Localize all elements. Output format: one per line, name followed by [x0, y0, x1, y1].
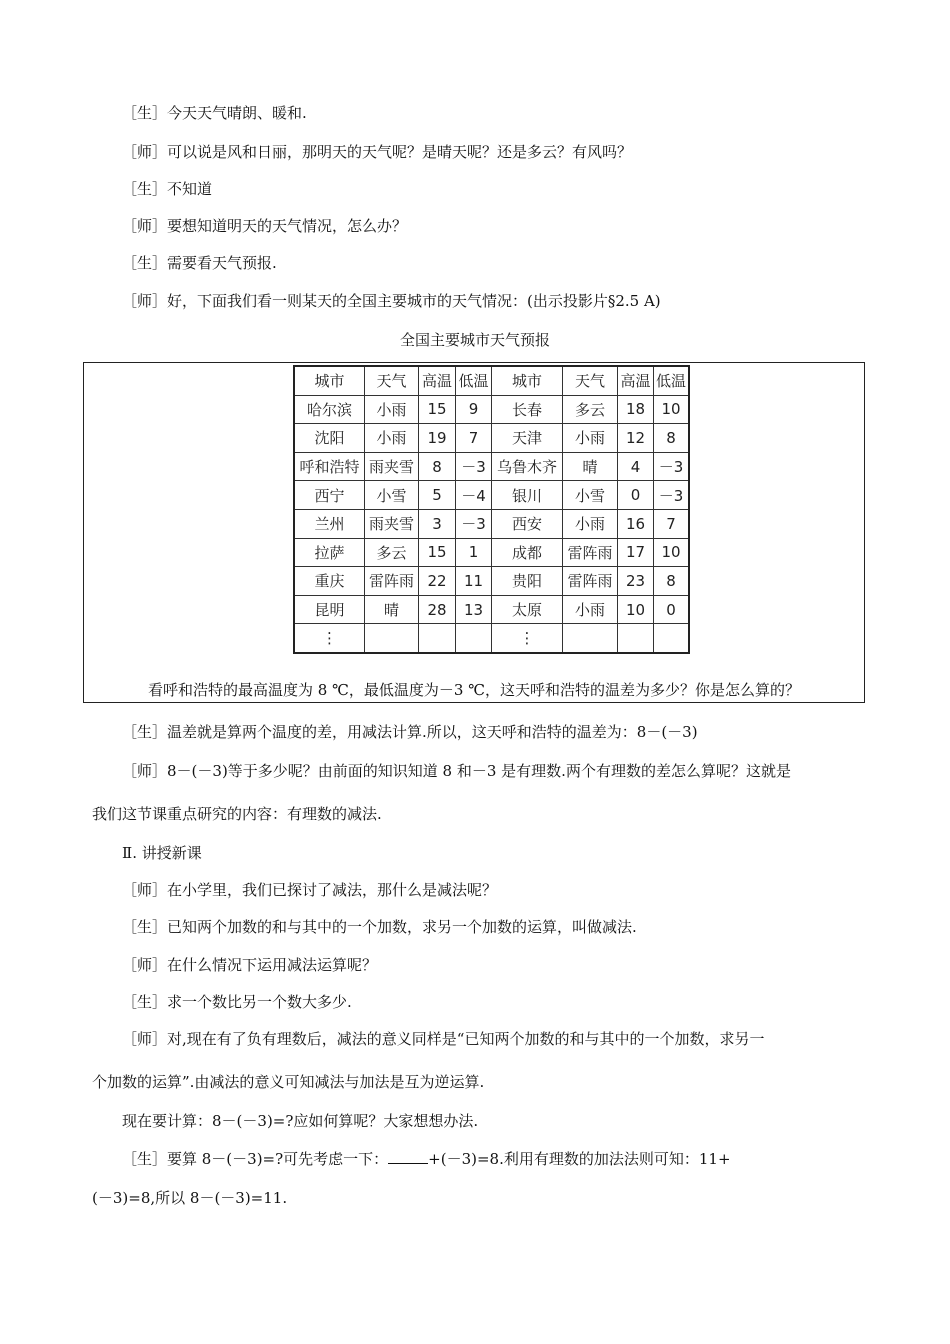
table-cell: 7	[654, 509, 690, 538]
header-low: 低温	[456, 366, 492, 395]
dialogue-line-8: ［师］8－(－3)等于多少呢？由前面的知识知道 8 和－3 是有理数.两个有理数的差怎么算呢？这就是	[122, 762, 791, 780]
table-cell: 0	[654, 595, 690, 624]
table-cell: 晴	[365, 595, 419, 624]
dialogue-line-8-cont: 我们这节课重点研究的内容：有理数的减法.	[92, 805, 382, 823]
table-cell: 兰州	[294, 509, 365, 538]
table-cell: 23	[618, 567, 654, 596]
table-cell: 多云	[563, 395, 618, 424]
fill-in-blank	[388, 1149, 428, 1164]
table-cell: 小雨	[365, 424, 419, 453]
table-cell: 拉萨	[294, 538, 365, 567]
dialogue-line-1: ［生］今天天气晴朗、暖和.	[122, 104, 307, 122]
table-cell: 3	[419, 509, 456, 538]
table-cell: 12	[618, 424, 654, 453]
header-low: 低温	[654, 366, 690, 395]
header-weather: 天气	[365, 366, 419, 395]
table-cell: 10	[654, 395, 690, 424]
table-cell: 小雪	[365, 481, 419, 510]
table-row	[294, 395, 689, 424]
table-cell: 雨夹雪	[365, 509, 419, 538]
dialogue-line-12: ［生］求一个数比另一个数大多少.	[122, 993, 352, 1011]
table-cell: 13	[456, 595, 492, 624]
table-cell: 22	[419, 567, 456, 596]
dialogue-line-10: ［生］已知两个加数的和与其中的一个加数，求另一个加数的运算，叫做减法.	[122, 918, 637, 936]
dialogue-line-15	[122, 1148, 731, 1169]
table-cell: 雷阵雨	[563, 567, 618, 596]
header-high: 高温	[419, 366, 456, 395]
table-cell: 8	[654, 424, 690, 453]
dialogue-line-13-cont: 个加数的运算”.由减法的意义可知减法与加法是互为逆运算.	[92, 1073, 485, 1091]
table-cell: 1	[456, 538, 492, 567]
table-cell: 小雨	[365, 395, 419, 424]
dialogue-line-13: ［师］对,现在有了负有理数后，减法的意义同样是“已知两个加数的和与其中的一个加数，求另一	[122, 1030, 765, 1048]
table-cell	[563, 624, 618, 653]
table-cell: 天津	[492, 424, 563, 453]
dialogue-line-3: ［生］不知道	[122, 180, 213, 198]
table-row	[294, 538, 689, 567]
table-cell: 雷阵雨	[563, 538, 618, 567]
table-cell: 小雨	[563, 509, 618, 538]
table-cell: 银川	[492, 481, 563, 510]
table-cell: 8	[654, 567, 690, 596]
header-city: 城市	[294, 366, 365, 395]
table-cell: 28	[419, 595, 456, 624]
table-cell: 8	[419, 452, 456, 481]
table-cell: 乌鲁木齐	[492, 452, 563, 481]
table-cell: 10	[618, 595, 654, 624]
table-row	[294, 481, 689, 510]
table-cell: 贵阳	[492, 567, 563, 596]
table-cell: ⋮	[294, 624, 365, 653]
dialogue-line-2: ［师］可以说是风和日丽，那明天的天气呢？是晴天呢？还是多云？有风吗？	[122, 143, 633, 161]
table-cell: 0	[618, 481, 654, 510]
dialogue-line-9: ［师］在小学里，我们已探讨了减法，那什么是减法呢？	[122, 881, 498, 899]
table-title: 全国主要城市天气预报	[399, 331, 550, 349]
table-cell: －4	[456, 481, 492, 510]
table-cell	[654, 624, 690, 653]
header-city: 城市	[492, 366, 563, 395]
table-cell: －3	[654, 452, 690, 481]
header-weather: 天气	[563, 366, 618, 395]
table-cell: 19	[419, 424, 456, 453]
table-cell: 18	[618, 395, 654, 424]
dialogue-line-7: ［生］温差就是算两个温度的差，用减法计算.所以，这天呼和浩特的温差为：8－(－3)	[122, 723, 698, 741]
dialogue-line-15-cont: (－3)=8,所以 8－(－3)=11.	[92, 1189, 288, 1207]
weather-table	[293, 365, 690, 654]
table-cell: 长春	[492, 395, 563, 424]
table-cell: 9	[456, 395, 492, 424]
table-cell: ⋮	[492, 624, 563, 653]
table-cell: 多云	[365, 538, 419, 567]
table-cell: 4	[618, 452, 654, 481]
table-cell: －3	[654, 481, 690, 510]
table-row	[294, 624, 689, 653]
table-cell: 雷阵雨	[365, 567, 419, 596]
section-heading: Ⅱ. 讲授新课	[122, 844, 202, 862]
dialogue-line-6: ［师］好，下面我们看一则某天的全国主要城市的天气情况：(出示投影片§2.5 A)	[122, 292, 661, 310]
table-cell	[456, 624, 492, 653]
table-cell: 10	[654, 538, 690, 567]
header-high: 高温	[618, 366, 654, 395]
table-cell: 成都	[492, 538, 563, 567]
table-row	[294, 424, 689, 453]
table-cell: 小雪	[563, 481, 618, 510]
table-cell: 小雨	[563, 595, 618, 624]
table-cell: 7	[456, 424, 492, 453]
table-header-row	[294, 366, 689, 395]
dialogue-line-5: ［生］需要看天气预报.	[122, 254, 277, 272]
table-cell: －3	[456, 509, 492, 538]
table-cell	[365, 624, 419, 653]
table-cell: 呼和浩特	[294, 452, 365, 481]
table-cell: 雨夹雪	[365, 452, 419, 481]
dialogue-line-15-part2: +(－3)=8.利用有理数的加法法则可知：11+	[428, 1150, 731, 1168]
weather-table-box	[83, 362, 865, 703]
dialogue-line-14: 现在要计算：8－(－3)=?应如何算呢？大家想想办法.	[122, 1112, 479, 1130]
table-cell: 西安	[492, 509, 563, 538]
table-question: 看呼和浩特的最高温度为 8 ℃，最低温度为－3 ℃，这天呼和浩特的温差为多少？你是怎么算的？	[148, 681, 800, 699]
table-cell	[419, 624, 456, 653]
table-cell: 5	[419, 481, 456, 510]
table-cell: 小雨	[563, 424, 618, 453]
dialogue-line-11: ［师］在什么情况下运用减法运算呢？	[122, 956, 378, 974]
table-row	[294, 595, 689, 624]
table-cell: 15	[419, 538, 456, 567]
dialogue-line-4: ［师］要想知道明天的天气情况，怎么办？	[122, 217, 408, 235]
table-cell: 昆明	[294, 595, 365, 624]
table-cell: 哈尔滨	[294, 395, 365, 424]
table-cell: 沈阳	[294, 424, 365, 453]
table-cell: 西宁	[294, 481, 365, 510]
table-cell: 11	[456, 567, 492, 596]
table-row	[294, 567, 689, 596]
table-cell: －3	[456, 452, 492, 481]
table-cell	[618, 624, 654, 653]
table-cell: 太原	[492, 595, 563, 624]
table-cell: 重庆	[294, 567, 365, 596]
table-cell: 15	[419, 395, 456, 424]
table-cell: 晴	[563, 452, 618, 481]
table-cell: 16	[618, 509, 654, 538]
table-row	[294, 509, 689, 538]
table-row	[294, 452, 689, 481]
dialogue-line-15-part1: ［生］要算 8－(－3)=?可先考虑一下：	[122, 1150, 389, 1168]
table-cell: 17	[618, 538, 654, 567]
